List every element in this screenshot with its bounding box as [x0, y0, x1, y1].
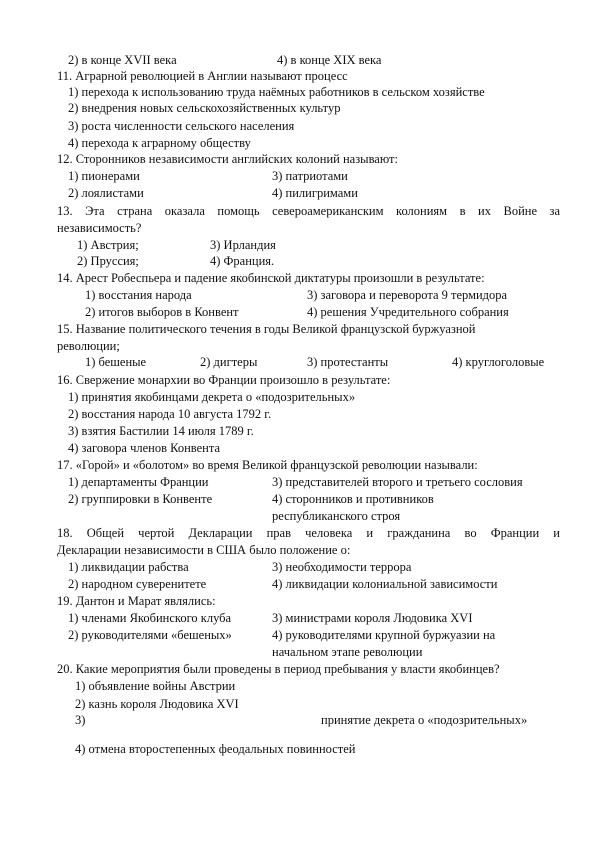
q16-option-4: 4) заговора членов Конвента	[68, 441, 221, 455]
q16-title: 16. Свержение монархии во Франции произошло в результате:	[57, 373, 391, 387]
q18-option-3: 3) необходимости террора	[272, 560, 412, 574]
q11-option-2: 2) внедрения новых сельскохозяйственных культур	[68, 101, 341, 115]
q14-option-1: 1) восстания народа	[85, 288, 192, 302]
q15-option-1: 1) бешеные	[85, 355, 147, 369]
q15-option-3: 3) протестанты	[307, 355, 389, 369]
q13-option-4: 4) Франция.	[210, 254, 275, 268]
q12-option-1: 1) пионерами	[68, 169, 140, 183]
q18-option-2: 2) народном суверенитете	[68, 577, 207, 591]
q15-option-4: 4) круглоголовые	[452, 355, 545, 369]
q12-option-2: 2) лоялистами	[68, 186, 144, 200]
q13-option-2: 2) Пруссия;	[77, 254, 139, 268]
q10-option-2: 2) в конце XVII века	[68, 53, 177, 67]
q19-option-4-line-2: начальном этапе революции	[272, 645, 423, 659]
q17-option-4-line-1: 4) сторонников и противников	[272, 492, 434, 506]
q11-option-3: 3) роста численности сельского населения	[68, 119, 295, 133]
q15-option-2: 2) дигтеры	[200, 355, 258, 369]
q18-title-line-1: 18. Общей чертой Декларации прав человека и гражданина во Франции и	[57, 526, 560, 540]
q12-title: 12. Сторонников независимости английских колоний называют:	[57, 152, 398, 166]
q17-option-1: 1) департаменты Франции	[68, 475, 209, 489]
q12-option-4: 4) пилигримами	[272, 186, 358, 200]
q19-title: 19. Дантон и Марат являлись:	[57, 594, 216, 608]
q17-option-4-line-2: республиканского строя	[272, 509, 401, 523]
q14-option-4: 4) решения Учредительного собрания	[307, 305, 509, 319]
q16-option-1: 1) принятия якобинцами декрета о «подозрительных»	[68, 390, 356, 404]
q16-option-2: 2) восстания народа 10 августа 1792 г.	[68, 407, 272, 421]
q20-option-3-text: принятие декрета о «подозрительных»	[321, 713, 528, 727]
q20-option-1: 1) объявление войны Австрии	[75, 679, 236, 693]
q10-option-4: 4) в конце XIX века	[277, 53, 382, 67]
q15-title-line-2: революции;	[57, 339, 120, 353]
q18-title-line-2: Декларации независимости в США было положение о:	[57, 543, 351, 557]
q18-option-4: 4) ликвидации колониальной зависимости	[272, 577, 498, 591]
q20-option-3-number: 3)	[75, 713, 86, 727]
q20-option-2: 2) казнь короля Людовика XVI	[75, 697, 239, 711]
q19-option-4-line-1: 4) руководителями крупной буржуазии на	[272, 628, 496, 642]
q13-title-line-2: независимость?	[57, 221, 142, 235]
q16-option-3: 3) взятия Бастилии 14 июля 1789 г.	[68, 424, 254, 438]
q11-option-4: 4) перехода к аграрному обществу	[68, 136, 251, 150]
q11-option-1: 1) перехода к использованию труда наёмных работников в сельском хозяйстве	[68, 85, 485, 99]
q14-option-3: 3) заговора и переворота 9 термидора	[307, 288, 508, 302]
q13-option-1: 1) Австрия;	[77, 238, 139, 252]
q17-option-2: 2) группировки в Конвенте	[68, 492, 213, 506]
q19-option-1: 1) членами Якобинского клуба	[68, 611, 232, 625]
q11-title: 11. Аграрной революцией в Англии называют процесс	[57, 69, 348, 83]
q20-title: 20. Какие мероприятия были проведены в период пребывания у власти якобинцев?	[57, 662, 500, 676]
q14-option-2: 2) итогов выборов в Конвент	[85, 305, 239, 319]
q12-option-3: 3) патриотами	[272, 169, 348, 183]
q19-option-3: 3) министрами короля Людовика XVI	[272, 611, 473, 625]
q20-option-4: 4) отмена второстепенных феодальных повинностей	[75, 742, 356, 756]
q15-title-line-1: 15. Название политического течения в годы Великой французской буржуазной	[57, 322, 476, 336]
q19-option-2: 2) руководителями «бешеных»	[68, 628, 232, 642]
q17-option-3: 3) представителей второго и третьего сословия	[272, 475, 523, 489]
q13-title-line-1: 13. Эта страна оказала помощь североамериканским колониям в их Войне за	[57, 204, 560, 218]
q17-title: 17. «Горой» и «болотом» во время Великой французской революции называли:	[57, 458, 478, 472]
q14-title: 14. Арест Робеспьера и падение якобинской диктатуры произошли в результате:	[57, 271, 485, 285]
q18-option-1: 1) ликвидации рабства	[68, 560, 189, 574]
q13-option-3: 3) Ирландия	[210, 238, 276, 252]
